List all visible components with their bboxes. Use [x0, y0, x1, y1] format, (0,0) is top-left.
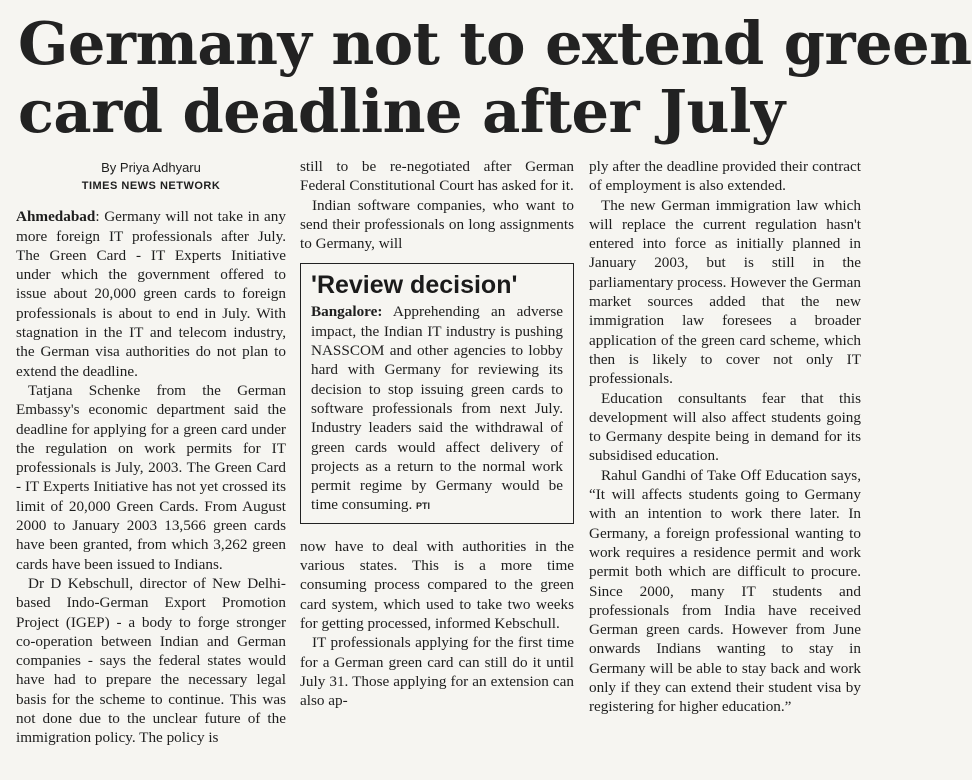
paragraph: The new German immigration law which will replace the current regulation hasn't entered into force as initially planned in January 2003, but is still in the parliamentary process. However the German market sources added that the new immigration law foresees a broader application of the green card scheme, which then is likely to cover not only IT professionals. — [589, 196, 861, 388]
headline — [18, 9, 972, 146]
article-column-3 — [589, 157, 861, 717]
box-title: 'Review decision' — [311, 271, 518, 300]
paragraph: Rahul Gandhi of Take Off Education says, “It will affects students going to Germany with an intention to work there later. In Germany, a foreign professional wanting to work requires a residence permit and work permit both which are difficult to procure. Since 2000, many IT students and professionals from India have received German green cards. However from June onwards Indians wanting to stay in Germany will be able to stay back and work only if they can extend their student visa by registering for higher education.” — [589, 466, 861, 716]
news-agency-credit: PTI — [416, 501, 431, 512]
box-text: Apprehending an adverse impact, the Indian IT industry is pushing NASSCOM and other agencies to lobby hard with Germany for reviewing its decision to stop issuing green cards to software professionals from next July. Industry leaders said the withdrawal of green cards would affect delivery of projects as a return to the normal work permit regime by Germany would be time consuming. — [311, 303, 563, 514]
paragraph: Indian software companies, who want to send their professionals on long assignments to Germany, will — [300, 196, 574, 253]
paragraph: now have to deal with authorities in the various states. This is a more time consuming process compared to the green card system, which used to take two weeks for getting processed, informed Kebschull. — [300, 537, 574, 632]
paragraph: Education consultants fear that this development will also affect students going to Germany despite being in demand for its subsidised education. — [589, 389, 861, 465]
paragraph-text: : Germany will not take in any more foreign IT professionals after July. The Green Card - IT Experts Initiative under which the government offered to issue about 20,000 green cards to foreign professionals is about to end in July. With stagnation in the IT and telecom industry, the German visa authorities do not plan to extend the deadline. — [16, 208, 286, 380]
paragraph — [16, 207, 286, 381]
box-paragraph — [311, 302, 563, 516]
byline-desk: TIMES NEWS NETWORK — [81, 180, 221, 192]
sidebar-box — [300, 263, 574, 523]
headline-line-2: card deadline after July — [18, 77, 785, 146]
byline-author: By Priya Adhyaru — [101, 160, 201, 175]
headline-line-1: Germany not to extend green — [18, 9, 972, 78]
box-dateline: Bangalore: — [311, 303, 383, 321]
paragraph: IT professionals applying for the first time for a German green card can still do it until July 31. Those applying for an extension can also ap- — [300, 634, 574, 710]
article-column-2 — [300, 157, 574, 710]
article-column-1 — [16, 157, 286, 748]
paragraph: ply after the deadline provided their contract of employment is also extended. — [589, 158, 861, 195]
paragraph: Dr D Kebschull, director of New Delhi-based Indo-German Export Promotion Project (IGEP) - a body to forge stronger co-operation between Indian and German companies - says the federal states would have had to prepare the necessary legal basis for the scheme to continue. This was not done due to the unclear future of the immigration policy. The policy is — [16, 574, 286, 747]
paragraph: still to be re-negotiated after German Federal Constitutional Court has asked for it. — [300, 158, 574, 195]
paragraph: Tatjana Schenke from the German Embassy's economic department said the deadline for applying for a green card under the regulation on work permits for IT professionals is July, 2003. The Green Card - IT Experts Initiative has not yet crossed its limit of 20,000 Green Cards. From August 2000 to January 2003 13,566 green cards have been granted, from which 3,262 green cards have been issued to Indians. — [16, 381, 286, 573]
dateline: Ahmedabad — [16, 208, 96, 226]
